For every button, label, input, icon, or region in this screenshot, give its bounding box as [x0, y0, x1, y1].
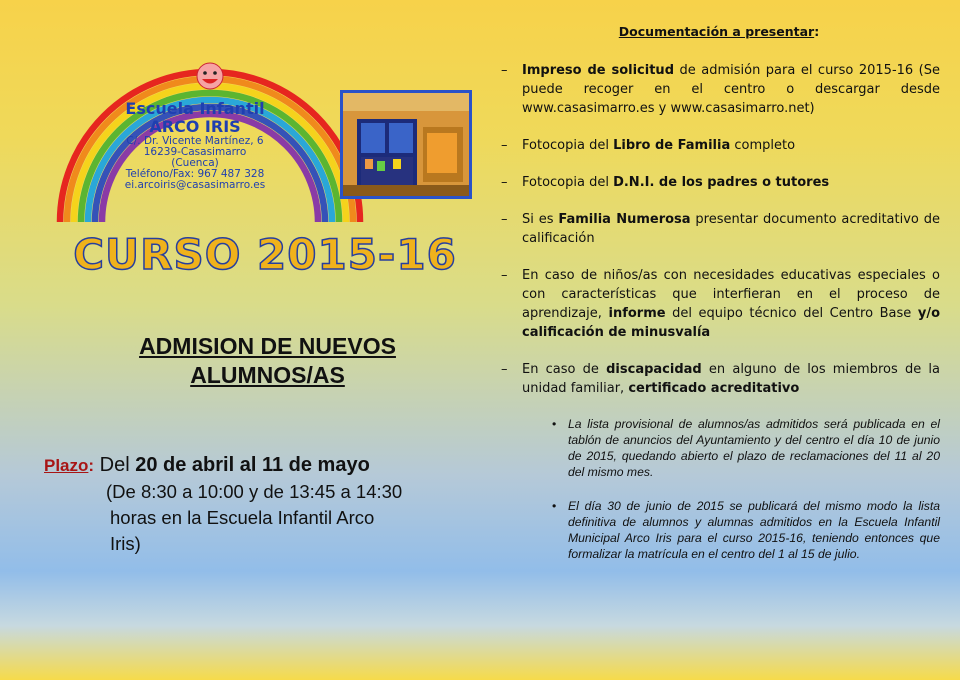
logo-city: 16239-Casasimarro (Cuenca): [143, 146, 247, 169]
admission-heading: [60, 332, 475, 390]
admission-heading-line1: ADMISION DE NUEVOS: [139, 333, 396, 359]
deadline-label: Plazo: [44, 456, 89, 475]
doc-item-dni: – Fotocopia del D.N.I. de los padres o tutores: [501, 175, 830, 190]
logo-phone: Teléfono/Fax: 967 487 328: [125, 168, 265, 180]
deadline-dates: 20 de abril al 11 de mayo: [135, 454, 370, 476]
logo-email: ei.arcoiris@casasimarro.es: [124, 179, 266, 191]
deadline-colon: :: [88, 456, 95, 475]
course-title: CURSO 2015-16: [73, 230, 457, 279]
logo-name-2: ARCO IRIS: [149, 117, 241, 136]
doc-item-family-book: – Fotocopia del Libro de Familia completo: [501, 138, 796, 153]
doc-item-special-needs: – En caso de niños/as con necesidades educativas especiales o con características que interfieran en el proceso de aprendizaje, informe del equipo técnico del Centro Base y/o calificación de minusvalía: [501, 268, 940, 340]
doc-item-disability: – En caso de discapacidad en alguno de los miembros de la unidad familiar, certificado acreditativo: [501, 362, 940, 396]
deadline-pre: Del: [99, 454, 130, 476]
logo-text: [120, 100, 270, 191]
logo-address: C/. Dr. Vicente Martínez, 6: [126, 135, 264, 147]
doc-item-large-family: – Si es Familia Numerosa presentar documento acreditativo de calificación: [501, 212, 940, 246]
note-definitive-list: • El día 30 de junio de 2015 se publicará del mismo modo la lista definitiva de alumnos y alumnas admitidos en la Escuela Infantil Municipal Arco Iris para el curso 2015-16, teniendo entonces que formalizar la matrícula en el centro del 1 al 15 de julio.: [552, 499, 940, 561]
deadline-block: [44, 452, 474, 557]
deadline-place-end: Iris): [110, 533, 141, 554]
admission-heading-line2: ALUMNOS/AS: [190, 362, 345, 388]
smiley-sun-icon: [197, 63, 223, 89]
doc-item-application: – Impreso de solicitud de admisión para el curso 2015-16 (Se puede recoger en el centro o descargar desde www.casasimarro.es y www.casasimarro.net): [501, 63, 940, 116]
documents-column: [498, 22, 940, 580]
logo-name: Escuela Infantil: [125, 99, 265, 118]
deadline-place: horas en la Escuela Infantil Arco: [110, 507, 375, 528]
note-provisional-list: • La lista provisional de alumnos/as admitidos será publicada en el tablón de anuncios del Ayuntamiento y del centro el día 10 de junio de 2015, quedando abierto el plazo de reclamaciones del 11 al 20 del mismo mes.: [552, 417, 940, 479]
documents-title: Documentación a presentar:: [618, 24, 820, 39]
deadline-hours: (De 8:30 a 10:00 y de 13:45 a 14:30: [106, 481, 403, 502]
school-photo: [340, 90, 472, 199]
